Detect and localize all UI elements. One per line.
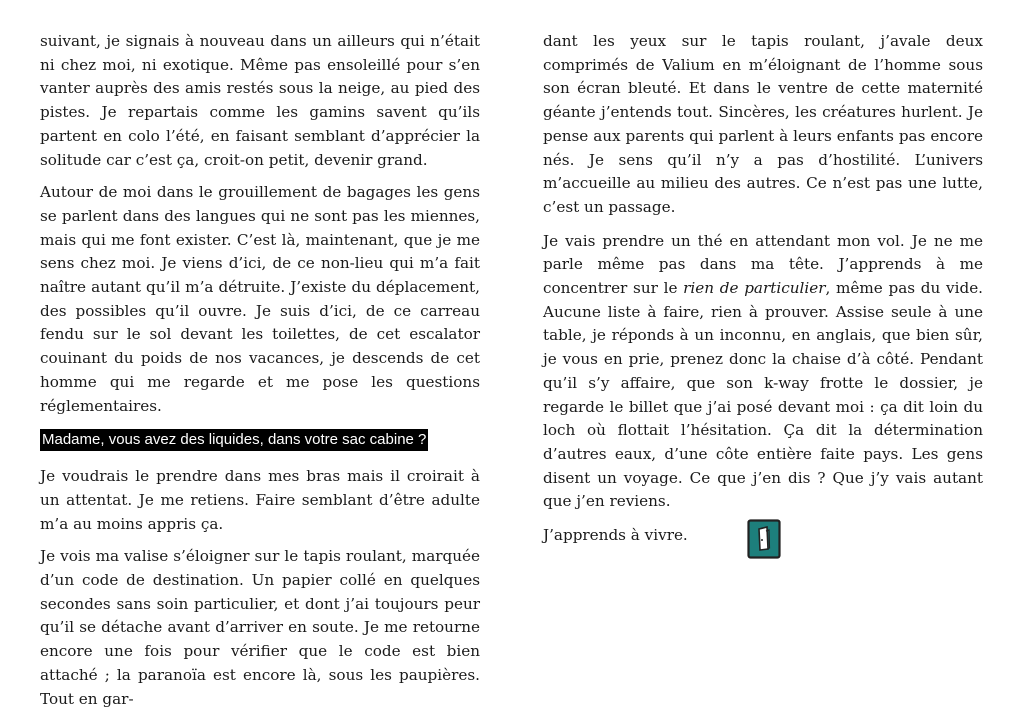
left-column — [40, 30, 480, 720]
paragraph — [543, 230, 983, 514]
paragraph: Je voudrais le prendre dans mes bras mais il croirait à un attentat. Je me retiens. Faire semblant d’être adulte m’a au moins appris ça. — [40, 467, 480, 533]
highlighted-dialogue: Madame, vous avez des liquides, dans votre sac cabine ? — [40, 429, 428, 451]
closing-line: J’apprends à vivre. — [543, 526, 688, 545]
right-column — [543, 30, 983, 558]
text-run: Je vais prendre un thé en attendant mon vol. Je ne me parle même pas dans ma tête. J’apprends à me concentrer sur le — [543, 231, 983, 298]
paragraph: suivant, je signais à nouveau dans un ailleurs qui n’était ni chez moi, ni exotique. Même pas ensoleillé pour s’en vanter auprès des amis restés sous la neige, au pied des pistes. Je repartais comme les gamins savent qu’ils partent en colo l’été, en faisant semblant d’apprécier la solitude car c’est ça, croit-on petit, devenir grand. — [40, 32, 480, 169]
dialogue-block — [40, 427, 480, 465]
paragraph: Autour de moi dans le grouillement de bagages les gens se parlent dans des langues qui ne sont pas les miennes, mais qui me font exister. C’est là, maintenant, que je me sens chez moi. Je viens d’ici, de ce non-lieu qui m’a fait naître autant qu’il m’a détruite. J’existe du déplacement, des possibles qu’il ouvre. Je suis d’ici, de ce carreau fendu sur le sol devant les toilettes, de cet escalator couinant du poids de nos vacances, je descends de cet homme qui me regarde et me pose les questions réglementaires. — [40, 183, 480, 415]
paragraph: dant les yeux sur le tapis roulant, j’avale deux comprimés de Valium en m’éloignant de l’homme sous son écran bleuté. Et dans le ventre de cette maternité géante j’entends tout. Sincères, les créatures hurlent. Je pense aux parents qui parlent à leurs enfants pas encore nés. Je sens qu’il n’y a pas d’hostilité. L’univers m’accueille au milieu des autres. Ce n’est pas une lutte, c’est un passage. — [543, 32, 983, 216]
door-icon — [747, 519, 781, 559]
italic-phrase: rien de particulier — [683, 279, 826, 298]
text-run: , même pas du vide. Aucune liste à faire, rien à prouver. Assise seule à une table, je réponds à un inconnu, en anglais, que bien sûr, je vous en prie, prenez donc la chaise d’à côté. Pendant qu’il s’y affaire, que son k-way frotte le dossier, je regarde le billet que j’ai posé devant moi : ça dit loin du loch où flottait l’hésitation. Ça dit la détermination d’autres eaux, d’une côte entière faite pays. Les gens disent un voyage. Ce que j’en dis ? Que j’y vais autant que j’en reviens. — [543, 279, 984, 511]
paragraph: Je vois ma valise s’éloigner sur le tapis roulant, marquée d’un code de destination. Un papier collé en quelques secondes sans soin particulier, et dont j’ai toujours peur qu’il se détache avant d’arriver en soute. Je me retourne encore une fois pour vérifier que le code est bien attaché ; la paranoïa est encore là, sous les paupières. Tout en gar- — [40, 547, 480, 708]
